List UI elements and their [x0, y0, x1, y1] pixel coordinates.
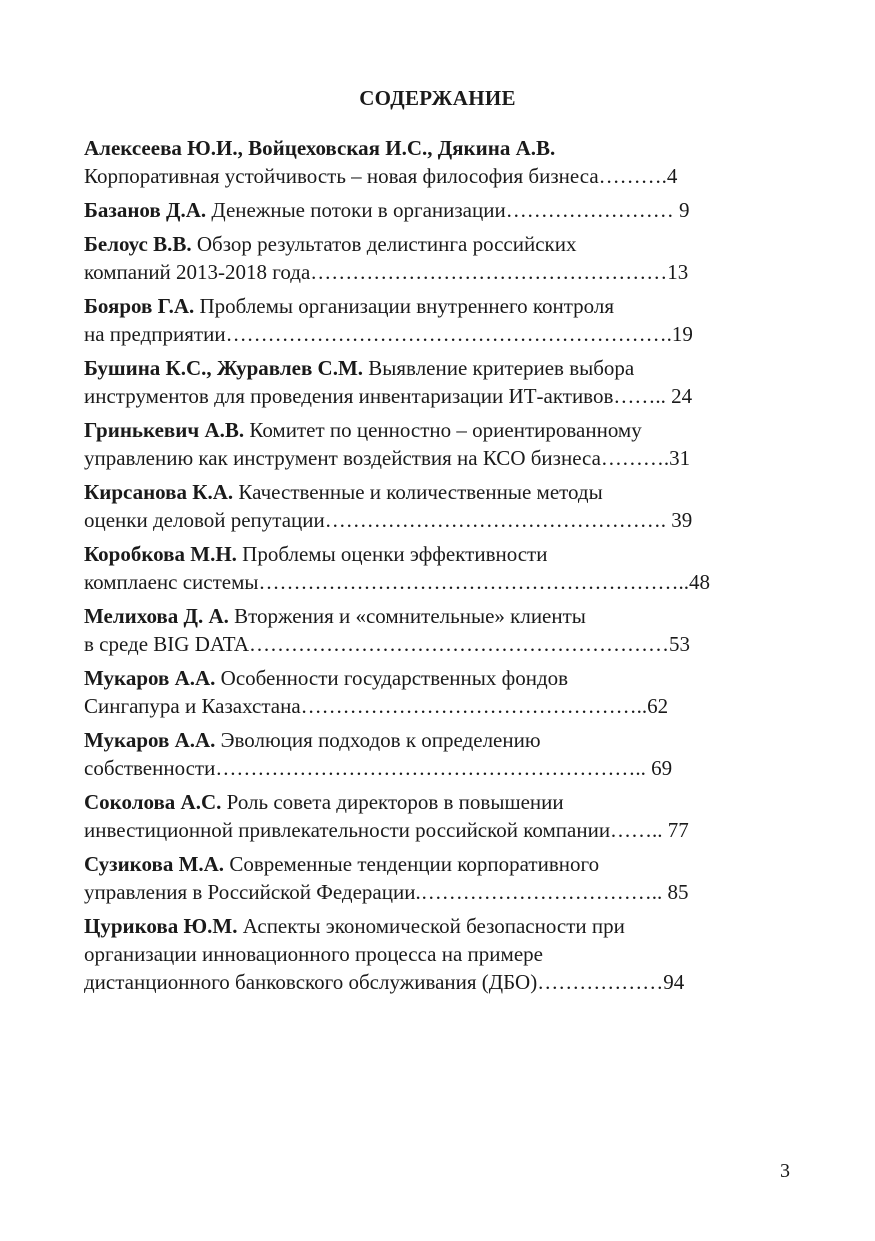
toc-entry-heading-line: [84, 850, 764, 878]
toc-entry-title-line: Корпоративная устойчивость – новая философия бизнеса……….4: [84, 164, 678, 188]
toc-entry-title-line: управления в Российской Федерации.…………………………….. 85: [84, 880, 689, 904]
toc-entry-authors: Сузикова М.А.: [84, 852, 225, 876]
toc-entry-title: Комитет по ценностно – ориентированному: [244, 418, 642, 442]
toc-entry-authors: Кирсанова К.А.: [84, 480, 234, 504]
toc-entry-authors: Цурикова Ю.М.: [84, 914, 238, 938]
toc-entry: [84, 292, 764, 348]
toc-entry-authors: Мукаров А.А.: [84, 666, 216, 690]
toc-entry-heading-line: [84, 664, 764, 692]
toc-entry-title: Выявление критериев выбора: [363, 356, 635, 380]
toc-entry-authors: Бояров Г.А.: [84, 294, 195, 318]
toc-entry-title: Эволюция подходов к определению: [215, 728, 541, 752]
toc-entry-authors: Бушина К.С., Журавлев С.М.: [84, 356, 364, 380]
toc-entry-heading-line: [84, 416, 764, 444]
toc-entry-title-line: комплаенс системы……………………………………………………..48: [84, 570, 710, 594]
toc-entry-title: Качественные и количественные методы: [233, 480, 603, 504]
toc-entry-authors: Мелихова Д. А.: [84, 604, 229, 628]
toc-entry-heading-line: [84, 788, 764, 816]
toc-entry: [84, 664, 764, 720]
toc-entry: [84, 416, 764, 472]
toc-entry-title: Вторжения и «сомнительные» клиенты: [228, 604, 586, 628]
toc-entry-title-line: инвестиционной привлекательности российской компании…….. 77: [84, 818, 689, 842]
toc-entry-authors: Базанов Д.А.: [84, 198, 207, 222]
table-of-contents: [84, 134, 764, 1002]
toc-entry-title: Проблемы организации внутреннего контроля: [194, 294, 614, 318]
toc-entry-title-line: собственности…………………………………………………….. 69: [84, 756, 673, 780]
toc-entry-title-line: дистанционного банковского обслуживания (ДБО)………………94: [84, 970, 685, 994]
toc-entry-title-line: организации инновационного процесса на примере: [84, 942, 543, 966]
toc-entry-heading-line: [84, 602, 764, 630]
toc-entry-authors: Гринькевич А.В.: [84, 418, 245, 442]
toc-entry-authors: Белоус В.В.: [84, 232, 192, 256]
toc-entry-title-line: инструментов для проведения инвентаризации ИТ-активов…….. 24: [84, 384, 693, 408]
toc-entry: [84, 726, 764, 782]
toc-entry-heading-line: [84, 478, 764, 506]
toc-entry-title-line: управлению как инструмент воздействия на КСО бизнеса……….31: [84, 446, 691, 470]
toc-entry-title: Роль совета директоров в повышении: [221, 790, 564, 814]
toc-entry-heading-line: [84, 292, 764, 320]
toc-entry-authors: Соколова А.С.: [84, 790, 222, 814]
toc-entry-title: Современные тенденции корпоративного: [224, 852, 600, 876]
page-title: СОДЕРЖАНИЕ: [359, 86, 516, 110]
page-number: 3: [780, 1160, 790, 1182]
toc-entry: [84, 602, 764, 658]
toc-entry-title: Обзор результатов делистинга российских: [191, 232, 577, 256]
toc-entry: [84, 134, 764, 190]
toc-entry: [84, 540, 764, 596]
toc-entry: [84, 912, 764, 996]
toc-entry-authors: Коробкова М.Н.: [84, 542, 237, 566]
toc-entry-title: Проблемы оценки эффективности: [236, 542, 548, 566]
toc-entry-title: Особенности государственных фондов: [215, 666, 569, 690]
toc-entry-heading-line: [84, 196, 764, 224]
toc-entry-title: Денежные потоки в организации…………………… 9: [206, 198, 690, 222]
toc-entry-title-line: оценки деловой репутации…………………………………………. 39: [84, 508, 693, 532]
toc-entry-authors: Мукаров А.А.: [84, 728, 216, 752]
toc-entry: [84, 478, 764, 534]
toc-entry-title-line: в среде BIG DATA……………………………………………………53: [84, 632, 691, 656]
toc-entry: [84, 850, 764, 906]
toc-entry-authors: Алексеева Ю.И., Войцеховская И.С., Дякина А.В.: [84, 136, 556, 160]
toc-entry-heading-line: [84, 230, 764, 258]
toc-entry: [84, 354, 764, 410]
toc-entry-heading-line: [84, 540, 764, 568]
toc-entry-title-line: на предприятии……………………………………………………….19: [84, 322, 693, 346]
toc-entry-title: Аспекты экономической безопасности при: [237, 914, 625, 938]
toc-entry-heading-line: [84, 134, 764, 162]
toc-entry-title-line: Сингапура и Казахстана…………………………………………..62: [84, 694, 669, 718]
toc-entry-title-line: компаний 2013-2018 года……………………………………………13: [84, 260, 689, 284]
toc-entry-heading-line: [84, 726, 764, 754]
toc-entry: [84, 788, 764, 844]
toc-entry-heading-line: [84, 912, 764, 940]
toc-entry: [84, 230, 764, 286]
toc-entry-heading-line: [84, 354, 764, 382]
toc-entry: [84, 196, 764, 224]
